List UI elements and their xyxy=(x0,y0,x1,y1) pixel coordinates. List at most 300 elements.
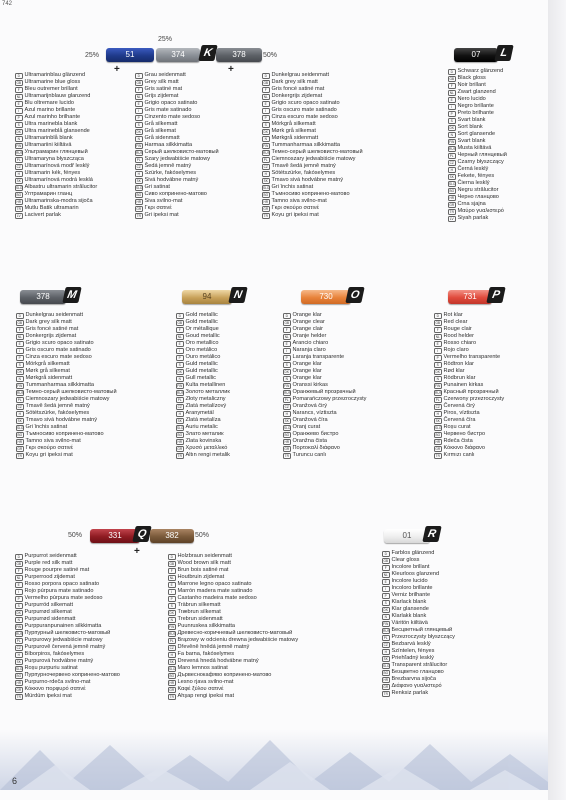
list-item xyxy=(283,375,366,382)
language-flag-icon: N xyxy=(262,136,270,143)
language-flag-icon: F xyxy=(283,327,291,334)
color-name: Purpurowy jedwabiście matowy xyxy=(24,637,103,643)
list-item xyxy=(262,72,363,79)
color-name: Schwarz glänzend xyxy=(457,68,504,74)
list-item xyxy=(15,630,120,637)
color-name: Ultra marinebla blank xyxy=(24,121,78,127)
list-item xyxy=(16,382,117,389)
language-flag-icon: P xyxy=(16,355,24,362)
language-flag-icon: GR xyxy=(16,687,22,692)
language-flag-icon: GR xyxy=(169,687,175,692)
list-item xyxy=(176,333,230,340)
color-name: Γκρι σκούρο σατινέ xyxy=(25,445,73,451)
language-flag-icon: GR xyxy=(435,446,441,451)
language-flag-icon: N xyxy=(135,136,143,143)
list-item xyxy=(176,452,230,459)
list-item xyxy=(262,205,363,212)
language-flag-icon: SLO xyxy=(17,425,24,430)
language-flag-icon: LV xyxy=(16,213,21,218)
color-name: Rojo púrpura mate satinado xyxy=(24,588,94,594)
color-name: Clear gloss xyxy=(391,557,420,563)
list-item xyxy=(135,163,219,170)
language-flag-icon: NL xyxy=(169,575,174,580)
color-name: Wood brown silk matt xyxy=(177,560,231,566)
color-name: Mörkgrå silkematt xyxy=(25,361,70,367)
color-name: Древесно-коричневый шелковисто-матовый xyxy=(177,630,293,636)
color-name: Κόκκινο πορφυρό σατινέ xyxy=(24,686,86,692)
color-name: Czarny błyszczący xyxy=(457,159,504,165)
color-name: Rojo claro xyxy=(443,347,469,353)
color-name: Ciemnoszary jedwabiście matowy xyxy=(271,156,356,162)
language-flag-icon: RUS xyxy=(263,150,270,155)
color-name: Dunkelgrau seidenmatt xyxy=(25,312,84,318)
letter-tag-l: L xyxy=(494,45,513,61)
language-flag-icon: CZ xyxy=(383,642,388,647)
color-name: Oranje helder xyxy=(292,333,327,339)
language-flag-icon: E xyxy=(176,341,184,348)
language-flag-icon: NL xyxy=(435,334,440,339)
language-flag-icon: P xyxy=(283,355,291,362)
list-item xyxy=(262,86,363,93)
language-flag-icon: DK xyxy=(435,369,440,374)
list-item xyxy=(262,212,363,219)
language-flag-icon: DK xyxy=(16,610,21,615)
list-item xyxy=(176,445,230,452)
color-name: Oranžna čista xyxy=(292,438,328,444)
language-flag-icon: SK xyxy=(16,659,21,664)
language-flag-icon: N xyxy=(15,617,23,624)
pct-left-q: 50% xyxy=(68,532,83,539)
language-flag-icon: HR xyxy=(136,199,142,204)
color-name: Træbrun silkemat xyxy=(177,609,221,615)
color-name: Безцветно гланцово xyxy=(391,669,444,675)
list-item xyxy=(15,177,97,184)
color-name: Zwart glanzend xyxy=(457,89,496,95)
color-name: Houtbruin zijdemat xyxy=(177,574,225,580)
color-name: Bleu outremer brillant xyxy=(24,86,78,92)
list-item xyxy=(176,361,230,368)
color-name: Пурпурночервено копринено-матово xyxy=(24,672,120,678)
block-n xyxy=(170,282,290,462)
list-item xyxy=(283,347,366,354)
list-item xyxy=(176,347,230,354)
letter-tag-q: Q xyxy=(132,526,151,542)
list-item xyxy=(434,354,504,361)
list-item xyxy=(382,620,455,627)
color-name: Серый шелковисто-матовый xyxy=(144,149,219,155)
letter-tag-p: P xyxy=(486,287,505,303)
language-flag-icon: TR xyxy=(383,691,388,696)
paint-chip-331: 331 xyxy=(90,529,140,543)
color-name: Ultramarinblå blank xyxy=(24,135,73,141)
color-name: Дървеснокафяво копринено-матово xyxy=(177,672,272,678)
color-name: Złoty metaliczny xyxy=(185,396,226,402)
list-item xyxy=(15,205,97,212)
language-flag-icon: E xyxy=(283,341,291,348)
language-flag-icon: SLO xyxy=(284,425,291,430)
color-name: Fekete, fényes xyxy=(457,173,495,179)
language-flag-icon: BG xyxy=(17,432,23,437)
color-name: Priehľadný lesklý xyxy=(391,655,434,661)
language-flag-icon: P xyxy=(262,115,270,122)
language-flag-icon: RUS xyxy=(169,631,176,636)
list-orange xyxy=(283,312,366,459)
list-item xyxy=(168,588,298,595)
color-name: Pomarańczowy przezroczysty xyxy=(292,396,367,402)
list-item xyxy=(434,445,504,452)
color-name: Sötétszürke, fakóselymes xyxy=(271,170,336,176)
pct-left: 25% xyxy=(85,52,100,59)
color-name: Altın rengi metalik xyxy=(185,452,230,458)
list-item xyxy=(135,72,219,79)
color-name: Goud metallic xyxy=(185,333,220,339)
language-flag-icon: NL xyxy=(383,572,388,577)
language-flag-icon: NL xyxy=(17,334,22,339)
language-flag-icon: DK xyxy=(449,125,454,130)
language-flag-icon: D xyxy=(382,551,390,558)
color-name: Rödbrun klar xyxy=(443,375,476,381)
color-name: Tamno siva svilno-mat xyxy=(271,198,327,204)
list-item xyxy=(15,142,97,149)
paint-chip-51: 51 xyxy=(106,48,154,62)
color-name: Noir brillant xyxy=(457,82,486,88)
language-flag-icon: S xyxy=(382,600,390,607)
block-l xyxy=(440,42,548,242)
list-item xyxy=(135,93,219,100)
list-item xyxy=(448,89,507,96)
color-name: Marrone legno opaco satinato xyxy=(177,581,252,587)
color-name: Renksiz parlak xyxy=(391,690,429,696)
color-name: Ултрамарин гланц xyxy=(24,191,73,197)
color-name: Crna sjajna xyxy=(457,201,486,207)
language-flag-icon: FIN xyxy=(435,383,441,388)
color-name: Brezbarvna sijoča xyxy=(391,676,436,682)
decorative-band xyxy=(0,730,548,790)
color-name: Ultramarine blue gloss xyxy=(24,79,81,85)
language-flag-icon: GB xyxy=(284,320,290,325)
list-item xyxy=(135,121,219,128)
color-name: Oro metallico xyxy=(185,340,219,346)
language-flag-icon: SK xyxy=(435,418,440,423)
color-name: Klarlack blank xyxy=(391,599,427,605)
list-item xyxy=(15,574,120,581)
color-name: Maro lemnos satinat xyxy=(177,665,228,671)
list-item xyxy=(168,658,298,665)
language-flag-icon: SK xyxy=(177,418,182,423)
language-flag-icon: TR xyxy=(284,453,289,458)
color-name: Oranj curat xyxy=(292,424,321,430)
color-name: Gri ipeksi mat xyxy=(144,212,179,218)
color-name: Оранжево бистро xyxy=(292,431,339,437)
list-item xyxy=(135,191,219,198)
list-item xyxy=(382,571,455,578)
language-flag-icon: SLO xyxy=(16,185,23,190)
color-name: Ciemnoszary jedwabiście matowy xyxy=(25,396,110,402)
language-flag-icon: DK xyxy=(284,369,289,374)
list-item xyxy=(15,658,120,665)
list-item xyxy=(15,602,120,609)
list-item xyxy=(168,553,298,560)
list-item xyxy=(15,149,97,156)
language-flag-icon: D xyxy=(176,313,184,320)
list-item xyxy=(15,121,97,128)
color-name: Szary jedwabiście matowy xyxy=(144,156,211,162)
language-flag-icon: FIN xyxy=(177,383,183,388)
list-item xyxy=(15,128,97,135)
color-name: Grå silkemat xyxy=(144,128,176,134)
color-name: Золото металлик xyxy=(185,389,230,395)
list-item xyxy=(262,149,363,156)
language-flag-icon: N xyxy=(448,132,456,139)
list-item xyxy=(448,215,507,222)
color-name: Trebrun sidenmatt xyxy=(177,616,223,622)
list-item xyxy=(448,103,507,110)
color-name: Oro metálico xyxy=(185,347,218,353)
list-item xyxy=(176,431,230,438)
list-item xyxy=(135,107,219,114)
color-name: Tummanharmaa silkkimatta xyxy=(271,142,340,148)
color-name: Oranssi kirkas xyxy=(292,382,328,388)
color-name: Gris oscuro mate satinado xyxy=(25,347,91,353)
color-name: Mørk grå silkemat xyxy=(25,368,70,374)
pct-right-q: 50% xyxy=(195,532,210,539)
language-flag-icon: I xyxy=(15,108,23,115)
language-flag-icon: I xyxy=(16,348,24,355)
list-item xyxy=(262,156,363,163)
list-item xyxy=(15,135,97,142)
list-item xyxy=(168,595,298,602)
language-flag-icon: SK xyxy=(16,178,21,183)
language-flag-icon: HR xyxy=(435,439,441,444)
language-flag-icon: H xyxy=(15,652,23,659)
list-item xyxy=(382,683,455,690)
list-item xyxy=(262,121,363,128)
language-flag-icon: CZ xyxy=(16,164,21,169)
list-item xyxy=(176,410,230,417)
language-flag-icon: RUS xyxy=(16,150,23,155)
language-flag-icon: NL xyxy=(16,94,21,99)
page-number-top: 742 xyxy=(2,1,13,7)
language-flag-icon: SK xyxy=(17,418,22,423)
list-item xyxy=(176,424,230,431)
list-item xyxy=(283,354,366,361)
list-item xyxy=(434,340,504,347)
list-item xyxy=(16,375,117,382)
color-name: Красный прозрачный xyxy=(443,389,499,395)
paint-chip-730: 730 xyxy=(301,290,351,304)
list-item xyxy=(283,312,366,319)
language-flag-icon: GR xyxy=(177,446,183,451)
language-flag-icon: E xyxy=(448,97,456,104)
list-item xyxy=(16,438,117,445)
language-flag-icon: NL xyxy=(136,94,141,99)
language-flag-icon: BG xyxy=(177,432,183,437)
color-name: Drevená hnedá hodvábne matný xyxy=(177,658,259,664)
language-flag-icon: I xyxy=(434,348,442,355)
language-flag-icon: FIN xyxy=(16,143,22,148)
language-flag-icon: TR xyxy=(17,453,22,458)
language-flag-icon: FIN xyxy=(136,143,142,148)
list-dark-grey xyxy=(262,72,363,219)
list-item xyxy=(434,389,504,396)
color-name: Grigio opaco satinato xyxy=(144,100,198,106)
language-flag-icon: H xyxy=(262,171,270,178)
letter-tag-n: N xyxy=(228,287,247,303)
language-flag-icon: H xyxy=(448,167,456,174)
language-flag-icon: GR xyxy=(17,446,23,451)
pct-right: 50% xyxy=(263,52,278,59)
color-name: Narancs, víztiszta xyxy=(292,410,337,416)
list-item xyxy=(168,644,298,651)
list-item xyxy=(176,417,230,424)
language-flag-icon: H xyxy=(176,411,184,418)
letter-tag-k: K xyxy=(198,45,217,61)
list-item xyxy=(262,163,363,170)
color-name: Guld metallic xyxy=(185,368,218,374)
list-item xyxy=(448,110,507,117)
language-flag-icon: GB xyxy=(449,76,455,81)
color-name: Mörkgrå silkematt xyxy=(271,121,316,127)
color-name: Rosso porpora opaco satinato xyxy=(24,581,100,587)
language-flag-icon: DK xyxy=(16,129,21,134)
list-item xyxy=(15,163,97,170)
language-flag-icon: D xyxy=(434,313,442,320)
list-item xyxy=(135,114,219,121)
list-item xyxy=(16,389,117,396)
paint-chip-94: 94 xyxy=(182,290,232,304)
plus-right: + xyxy=(228,64,234,75)
language-flag-icon: D xyxy=(15,73,23,80)
list-item xyxy=(135,212,219,219)
language-flag-icon: I xyxy=(283,348,291,355)
list-item xyxy=(448,187,507,194)
letter-tag-r: R xyxy=(422,526,441,542)
list-item xyxy=(176,368,230,375)
language-flag-icon: I xyxy=(382,586,390,593)
color-name: Zlatá metalízový xyxy=(185,403,227,409)
list-item xyxy=(168,616,298,623)
language-flag-icon: P xyxy=(15,596,23,603)
list-item xyxy=(262,93,363,100)
list-item xyxy=(176,375,230,382)
color-name: Ultramarinblau glänzend xyxy=(24,72,86,78)
color-name: Злато металик xyxy=(185,431,224,437)
language-flag-icon: NL xyxy=(284,334,289,339)
list-item xyxy=(382,676,455,683)
list-item xyxy=(15,93,97,100)
language-flag-icon: DK xyxy=(177,369,182,374)
list-item xyxy=(382,578,455,585)
color-name: Klarlakk blank xyxy=(391,613,427,619)
color-name: Червено бистро xyxy=(443,431,486,437)
list-item xyxy=(135,184,219,191)
language-flag-icon: TR xyxy=(16,206,21,211)
language-flag-icon: E xyxy=(434,341,442,348)
language-flag-icon: N xyxy=(15,136,23,143)
color-name: Ultramarínová modř lesklý xyxy=(24,163,90,169)
list-item xyxy=(448,201,507,208)
language-flag-icon: E xyxy=(135,101,143,108)
color-name: Tmavo sivá hodvábne matný xyxy=(271,177,344,183)
color-name: Mørk grå silkemat xyxy=(271,128,316,134)
color-name: Purpurno-rdeča svilno-mat xyxy=(24,679,91,685)
list-item xyxy=(382,550,455,557)
language-flag-icon: TR xyxy=(449,209,454,214)
color-name: Azul marinho brilhante xyxy=(24,114,81,120)
block-r xyxy=(368,520,548,720)
language-flag-icon: SLO xyxy=(435,425,442,430)
list-item xyxy=(16,340,117,347)
color-name: Cinza escuro mate sedoso xyxy=(25,354,92,360)
color-name: Sötétszürke, fakóselymes xyxy=(25,410,90,416)
color-name: Gris oscuro mate satinado xyxy=(271,107,337,113)
color-name: Orange clear xyxy=(292,319,325,325)
paint-chip-07: 07 xyxy=(454,48,498,62)
language-flag-icon: GB xyxy=(16,80,22,85)
list-item xyxy=(176,382,230,389)
list-item xyxy=(135,177,219,184)
color-name: Red clear xyxy=(443,319,468,325)
list-item xyxy=(15,672,120,679)
color-name: Ультрамарин глянцевый xyxy=(24,149,88,155)
color-name: Rödtron klar xyxy=(443,361,474,367)
color-name: Gri închis satinat xyxy=(25,424,68,430)
color-name: Blu oltremare lucido xyxy=(24,100,74,106)
color-name: Klar glansende xyxy=(391,606,429,612)
color-name: Grijs zijdemat xyxy=(144,93,179,99)
color-name: Cinza escuro mate sedoso xyxy=(271,114,338,120)
language-flag-icon: SK xyxy=(136,178,141,183)
list-item xyxy=(283,417,366,424)
language-flag-icon: S xyxy=(283,362,291,369)
list-item xyxy=(434,312,504,319)
list-item xyxy=(434,326,504,333)
color-name: Purppuranpunainen silkkimatta xyxy=(24,623,102,629)
color-name: Transparent strălucitor xyxy=(391,662,448,668)
color-name: Aranymetál xyxy=(185,410,214,416)
color-name: Μαύρο γυαλιστερό xyxy=(457,208,504,214)
language-flag-icon: H xyxy=(135,171,143,178)
language-flag-icon: P xyxy=(15,115,23,122)
color-name: Albastru ultramarin strălucitor xyxy=(24,184,98,190)
list-item xyxy=(448,75,507,82)
list-item xyxy=(382,564,455,571)
list-item xyxy=(16,403,117,410)
list-item xyxy=(448,96,507,103)
color-name: Puunruskea silkkimatta xyxy=(177,623,236,629)
list-wood-brown xyxy=(168,553,298,700)
color-name: Verniz brilhante xyxy=(391,592,431,598)
language-flag-icon: RUS xyxy=(17,390,24,395)
list-item xyxy=(283,438,366,445)
color-name: Бесцветный глянцевый xyxy=(391,627,453,633)
language-flag-icon: HR xyxy=(16,680,22,685)
list-item xyxy=(262,135,363,142)
list-item xyxy=(15,623,120,630)
language-flag-icon: I xyxy=(262,108,270,115)
list-item xyxy=(434,431,504,438)
color-name: Dark grey silk matt xyxy=(25,319,72,325)
language-flag-icon: PL xyxy=(136,157,141,162)
list-item xyxy=(382,599,455,606)
color-name: Purpurová hodvábne matný xyxy=(24,658,94,664)
language-flag-icon: D xyxy=(168,554,176,561)
color-name: Черно гланцово xyxy=(457,194,499,200)
color-name: Czerwony przezroczysty xyxy=(443,396,505,402)
color-name: Grå silkematt xyxy=(144,121,178,127)
language-flag-icon: TR xyxy=(169,694,174,699)
list-item xyxy=(283,452,366,459)
